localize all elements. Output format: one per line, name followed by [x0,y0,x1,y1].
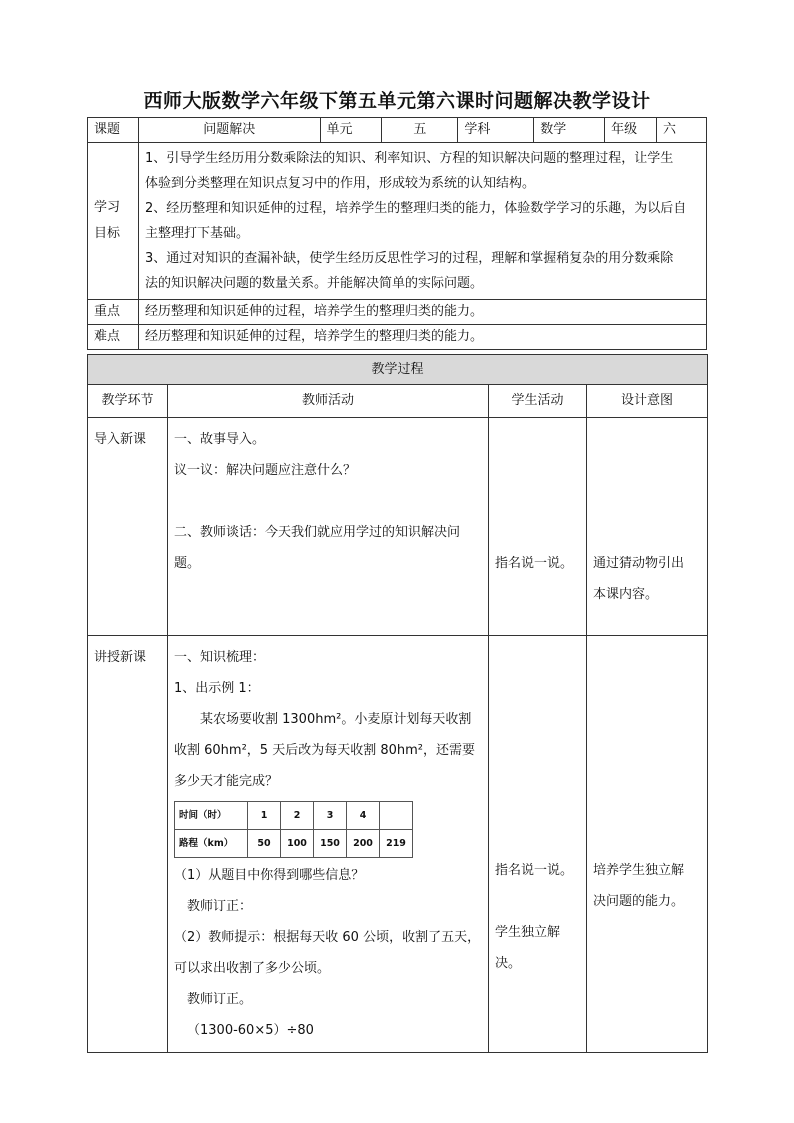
page-title: 西师大版数学六年级下第五单元第六课时问题解决教学设计 [143,90,651,112]
activity-line: 一、知识梳理： [174,650,266,665]
goals-label-line2: 目标 [94,226,121,241]
stage-name-text: 讲授新课 [94,650,147,665]
activity-line: （1300-60×5）÷80 [187,1023,314,1038]
course-value: 数学 [534,118,605,143]
difficulty-text: 经历整理和知识延伸的过程，培养学生的整理归类的能力。 [138,325,706,350]
design-intent [587,636,708,1053]
stage-name [88,418,168,636]
activity-line: （2）教师提示：根据每天收 60 公顷，收割了五天， [174,930,481,945]
student-activity [489,418,587,636]
design-intent [587,418,708,636]
mini-cell: 4 [347,802,380,830]
activity-line: 议一议：解决问题应注意什么？ [174,463,357,478]
student-line: 指名说一说。 [495,556,574,571]
activity-line: 可以求出收割了多少公顷。 [174,961,331,976]
teacher-activity [168,636,489,1053]
activity-line: 收割 60hm²，5 天后改为每天收割 80hm²，还需要 [174,743,475,758]
activity-line: 二、教师谈话：今天我们就应用学过的知识解决问 [174,525,461,540]
student-line: 学生独立解决。 [495,925,561,971]
mini-cell: 100 [281,830,314,858]
header-teacher: 教师活动 [168,385,489,418]
grade-value: 六 [657,118,707,143]
mini-cell: 150 [314,830,347,858]
unit-label: 单元 [320,118,382,143]
difficulty-row [88,325,707,350]
intent-line: 通过猜动物引出 [593,556,685,571]
stage-name-text: 导入新课 [94,432,147,447]
subject-label: 课题 [88,118,139,143]
activity-line: 某农场要收割 1300hm²。小麦原计划每天收割 [200,712,472,727]
process-header-row [88,385,708,418]
process-title: 教学过程 [88,355,708,385]
key-point-row [88,300,707,325]
mini-head: 路程（km） [175,830,248,858]
teacher-activity [168,418,489,636]
activity-line: 1、出示例 1： [174,681,260,696]
activity-line: 多少天才能完成？ [174,774,279,789]
goal-line: 体验到分类整理在知识点复习中的作用，形成较为系统的认知结构。 [144,176,535,191]
header-intent: 设计意图 [587,385,708,418]
goal-line: 法的知识解决问题的数量关系。并能解决简单的实际问题。 [144,276,483,291]
subject-value: 问题解决 [138,118,320,143]
activity-line: 一、故事导入。 [174,432,266,447]
course-label: 学科 [458,118,534,143]
mini-row [175,830,413,858]
info-row [88,118,707,143]
goals-row [88,143,707,300]
mini-cell: 3 [314,802,347,830]
mini-cell: 219 [380,830,413,858]
goal-line: 主整理打下基础。 [144,226,249,241]
mini-cell: 1 [248,802,281,830]
process-table [87,354,708,1053]
stage-name [88,636,168,1053]
activity-line: 题。 [174,556,201,571]
key-point-label: 重点 [88,300,139,325]
goal-line: 1、引导学生经历用分数乘除法的知识、利率知识、方程的知识解决问题的整理过程，让学生 [144,151,674,166]
student-activity [489,636,587,1053]
activity-line: （1）从题目中你得到哪些信息？ [174,868,365,883]
student-line: 指名说一说。 [495,863,574,878]
intent-line: 培养学生独立解 [593,863,685,878]
key-point-text: 经历整理和知识延伸的过程，培养学生的整理归类的能力。 [138,300,706,325]
intent-line: 决问题的能力。 [593,894,685,909]
activity-line: 教师订正。 [187,992,253,1007]
unit-value: 五 [382,118,458,143]
header-stage: 教学环节 [88,385,168,418]
mini-cell: 2 [281,802,314,830]
time-distance-table [174,801,413,858]
intent-line: 本课内容。 [593,587,659,602]
stage-row-intro [88,418,708,636]
difficulty-label: 难点 [88,325,139,350]
goal-line: 2、经历整理和知识延伸的过程，培养学生的整理归类的能力，体验数学学习的乐趣，为以后自 [144,201,687,216]
mini-head: 时间（时） [175,802,248,830]
header-student: 学生活动 [489,385,587,418]
grade-label: 年级 [605,118,657,143]
stage-row-new [88,636,708,1053]
mini-cell [380,802,413,830]
activity-line: 教师订正： [187,899,253,914]
goals-label-line1: 学习 [94,200,121,215]
mini-cell: 50 [248,830,281,858]
goal-line: 3、通过对知识的查漏补缺，使学生经历反思性学习的过程，理解和掌握稍复杂的用分数乘除 [144,251,674,266]
mini-row [175,802,413,830]
goals-text [138,143,706,300]
goals-label [88,143,139,300]
info-table [87,117,707,350]
mini-cell: 200 [347,830,380,858]
